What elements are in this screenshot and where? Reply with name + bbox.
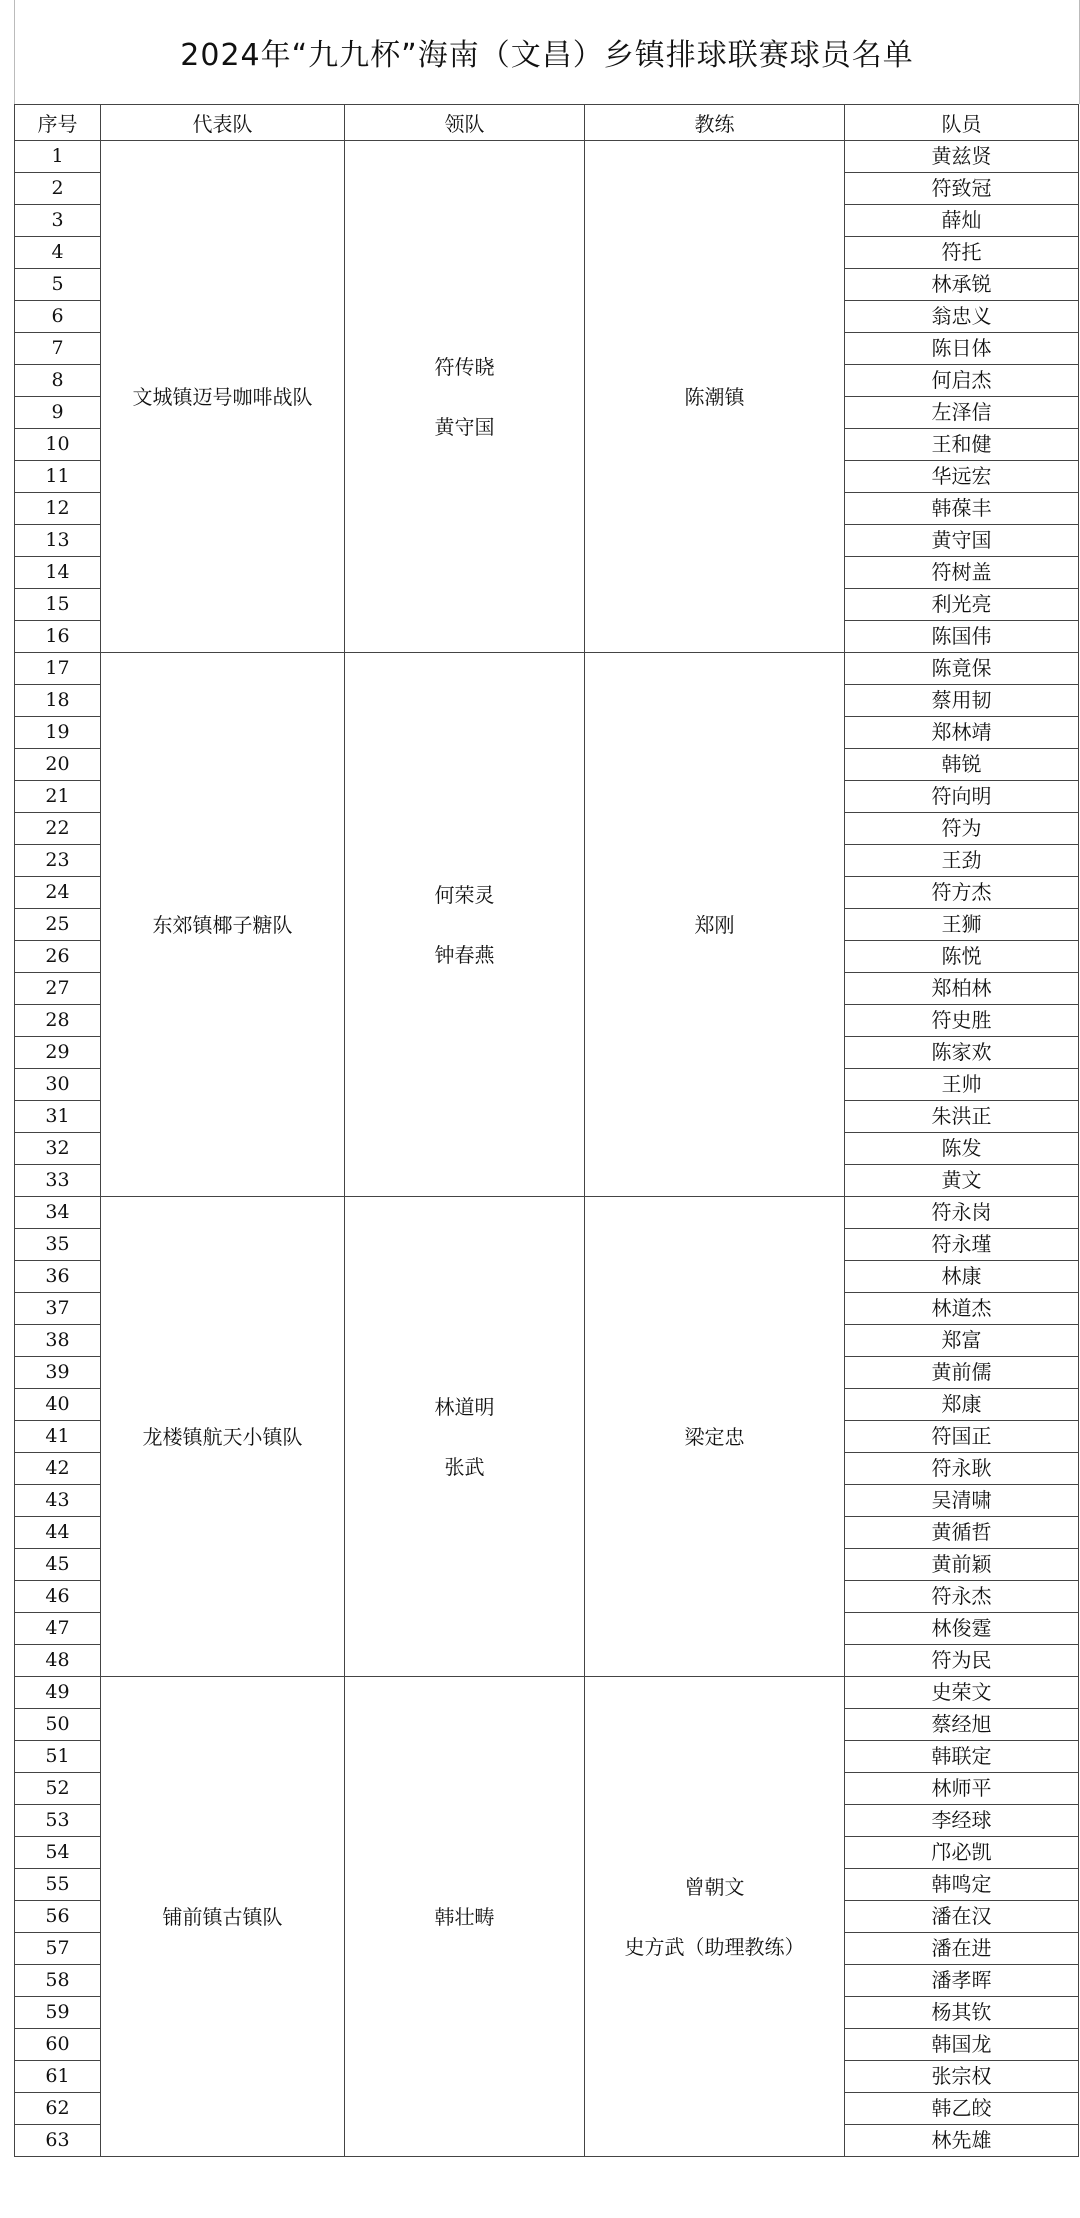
row-index: 53	[15, 1805, 101, 1837]
team-name: 文城镇迈号咖啡战队	[101, 141, 345, 653]
row-index: 60	[15, 2029, 101, 2061]
row-index: 13	[15, 525, 101, 557]
roster-body	[15, 141, 1079, 2157]
player-name: 郑柏林	[845, 973, 1079, 1005]
row-index: 9	[15, 397, 101, 429]
header-coach: 教练	[585, 105, 845, 141]
row-index: 49	[15, 1677, 101, 1709]
row-index: 24	[15, 877, 101, 909]
row-index: 44	[15, 1517, 101, 1549]
row-index: 3	[15, 205, 101, 237]
row-index: 21	[15, 781, 101, 813]
player-name: 杨其钦	[845, 1997, 1079, 2029]
row-index: 57	[15, 1933, 101, 1965]
leader-cell	[345, 141, 585, 653]
player-name: 黄前颖	[845, 1549, 1079, 1581]
coach-cell	[585, 653, 845, 1197]
row-index: 36	[15, 1261, 101, 1293]
coach-name: 郑刚	[694, 912, 735, 937]
row-index: 1	[15, 141, 101, 173]
player-name: 符永瑾	[845, 1229, 1079, 1261]
player-name: 符为民	[845, 1645, 1079, 1677]
player-name: 符史胜	[845, 1005, 1079, 1037]
coach-name: 梁定忠	[684, 1424, 745, 1449]
player-name: 张宗权	[845, 2061, 1079, 2093]
row-index: 5	[15, 269, 101, 301]
player-name: 林道杰	[845, 1293, 1079, 1325]
row-index: 26	[15, 941, 101, 973]
row-index: 50	[15, 1709, 101, 1741]
player-name: 黄文	[845, 1165, 1079, 1197]
player-name: 韩葆丰	[845, 493, 1079, 525]
player-name: 郑富	[845, 1325, 1079, 1357]
roster-table	[14, 104, 1079, 2157]
row-index: 28	[15, 1005, 101, 1037]
player-name: 何启杰	[845, 365, 1079, 397]
table-row	[15, 141, 1079, 173]
table-row	[15, 653, 1079, 685]
player-name: 陈日体	[845, 333, 1079, 365]
row-index: 35	[15, 1229, 101, 1261]
player-name: 韩国龙	[845, 2029, 1079, 2061]
row-index: 4	[15, 237, 101, 269]
row-index: 32	[15, 1133, 101, 1165]
leader-cell	[345, 1677, 585, 2157]
coach-cell	[585, 1197, 845, 1677]
row-index: 58	[15, 1965, 101, 1997]
row-index: 17	[15, 653, 101, 685]
player-name: 陈悦	[845, 941, 1079, 973]
roster-document	[14, 0, 1078, 2218]
player-name: 利光亮	[845, 589, 1079, 621]
player-name: 陈竟保	[845, 653, 1079, 685]
player-name: 符永杰	[845, 1581, 1079, 1613]
row-index: 2	[15, 173, 101, 205]
row-index: 62	[15, 2093, 101, 2125]
coach-name: 史方武（助理教练）	[624, 1934, 805, 1959]
row-index: 52	[15, 1773, 101, 1805]
player-name: 黄兹贤	[845, 141, 1079, 173]
row-index: 41	[15, 1421, 101, 1453]
team-name: 东郊镇椰子糖队	[101, 653, 345, 1197]
player-name: 符托	[845, 237, 1079, 269]
header-team: 代表队	[101, 105, 345, 141]
player-name: 林康	[845, 1261, 1079, 1293]
player-name: 郑康	[845, 1389, 1079, 1421]
player-name: 符方杰	[845, 877, 1079, 909]
row-index: 38	[15, 1325, 101, 1357]
table-row	[15, 1197, 1079, 1229]
row-index: 59	[15, 1997, 101, 2029]
player-name: 韩鸣定	[845, 1869, 1079, 1901]
row-index: 55	[15, 1869, 101, 1901]
leader-cell	[345, 653, 585, 1197]
row-index: 47	[15, 1613, 101, 1645]
row-index: 7	[15, 333, 101, 365]
row-index: 22	[15, 813, 101, 845]
player-name: 符致冠	[845, 173, 1079, 205]
row-index: 27	[15, 973, 101, 1005]
leader-name: 林道明	[434, 1394, 495, 1419]
player-name: 陈发	[845, 1133, 1079, 1165]
leader-name: 何荣灵	[434, 882, 495, 907]
row-index: 39	[15, 1357, 101, 1389]
player-name: 左泽信	[845, 397, 1079, 429]
player-name: 蔡用韧	[845, 685, 1079, 717]
row-index: 12	[15, 493, 101, 525]
row-index: 25	[15, 909, 101, 941]
header-players: 队员	[845, 105, 1079, 141]
row-index: 23	[15, 845, 101, 877]
row-index: 10	[15, 429, 101, 461]
player-name: 林承锐	[845, 269, 1079, 301]
row-index: 34	[15, 1197, 101, 1229]
row-index: 45	[15, 1549, 101, 1581]
row-index: 11	[15, 461, 101, 493]
leader-cell	[345, 1197, 585, 1677]
player-name: 潘在汉	[845, 1901, 1079, 1933]
row-index: 63	[15, 2125, 101, 2157]
player-name: 韩锐	[845, 749, 1079, 781]
player-name: 朱洪正	[845, 1101, 1079, 1133]
row-index: 51	[15, 1741, 101, 1773]
player-name: 王和健	[845, 429, 1079, 461]
player-name: 薛灿	[845, 205, 1079, 237]
row-index: 48	[15, 1645, 101, 1677]
row-index: 6	[15, 301, 101, 333]
row-index: 42	[15, 1453, 101, 1485]
row-index: 54	[15, 1837, 101, 1869]
player-name: 符树盖	[845, 557, 1079, 589]
player-name: 潘在进	[845, 1933, 1079, 1965]
player-name: 史荣文	[845, 1677, 1079, 1709]
player-name: 黄前儒	[845, 1357, 1079, 1389]
row-index: 18	[15, 685, 101, 717]
player-name: 符永岗	[845, 1197, 1079, 1229]
player-name: 陈国伟	[845, 621, 1079, 653]
row-index: 46	[15, 1581, 101, 1613]
row-index: 14	[15, 557, 101, 589]
row-index: 43	[15, 1485, 101, 1517]
player-name: 翁忠义	[845, 301, 1079, 333]
player-name: 吴清啸	[845, 1485, 1079, 1517]
header-index: 序号	[15, 105, 101, 141]
player-name: 邝必凯	[845, 1837, 1079, 1869]
player-name: 黄守国	[845, 525, 1079, 557]
coach-name: 曾朝文	[684, 1874, 745, 1899]
document-title: 2024年“九九杯”海南（文昌）乡镇排球联赛球员名单	[14, 0, 1080, 104]
row-index: 19	[15, 717, 101, 749]
leader-name: 黄守国	[434, 414, 495, 439]
player-name: 林师平	[845, 1773, 1079, 1805]
player-name: 蔡经旭	[845, 1709, 1079, 1741]
player-name: 华远宏	[845, 461, 1079, 493]
coach-name: 陈潮镇	[684, 384, 745, 409]
coach-cell	[585, 141, 845, 653]
player-name: 韩乙皎	[845, 2093, 1079, 2125]
leader-name: 钟春燕	[434, 942, 495, 967]
player-name: 潘孝晖	[845, 1965, 1079, 1997]
row-index: 31	[15, 1101, 101, 1133]
team-name: 铺前镇古镇队	[101, 1677, 345, 2157]
header-row	[15, 105, 1079, 141]
leader-name: 符传晓	[434, 354, 495, 379]
player-name: 林俊霆	[845, 1613, 1079, 1645]
player-name: 符永耿	[845, 1453, 1079, 1485]
row-index: 61	[15, 2061, 101, 2093]
row-index: 30	[15, 1069, 101, 1101]
coach-cell	[585, 1677, 845, 2157]
row-index: 20	[15, 749, 101, 781]
player-name: 符为	[845, 813, 1079, 845]
player-name: 李经球	[845, 1805, 1079, 1837]
row-index: 40	[15, 1389, 101, 1421]
row-index: 33	[15, 1165, 101, 1197]
row-index: 16	[15, 621, 101, 653]
player-name: 王帅	[845, 1069, 1079, 1101]
row-index: 56	[15, 1901, 101, 1933]
player-name: 林先雄	[845, 2125, 1079, 2157]
row-index: 37	[15, 1293, 101, 1325]
player-name: 陈家欢	[845, 1037, 1079, 1069]
leader-name: 韩壮畴	[434, 1904, 495, 1929]
row-index: 29	[15, 1037, 101, 1069]
player-name: 韩联定	[845, 1741, 1079, 1773]
player-name: 郑林靖	[845, 717, 1079, 749]
header-leader: 领队	[345, 105, 585, 141]
team-name: 龙楼镇航天小镇队	[101, 1197, 345, 1677]
player-name: 王狮	[845, 909, 1079, 941]
player-name: 符国正	[845, 1421, 1079, 1453]
row-index: 15	[15, 589, 101, 621]
table-row	[15, 1677, 1079, 1709]
player-name: 黄循哲	[845, 1517, 1079, 1549]
leader-name: 张武	[444, 1454, 485, 1479]
player-name: 符向明	[845, 781, 1079, 813]
player-name: 王劲	[845, 845, 1079, 877]
row-index: 8	[15, 365, 101, 397]
